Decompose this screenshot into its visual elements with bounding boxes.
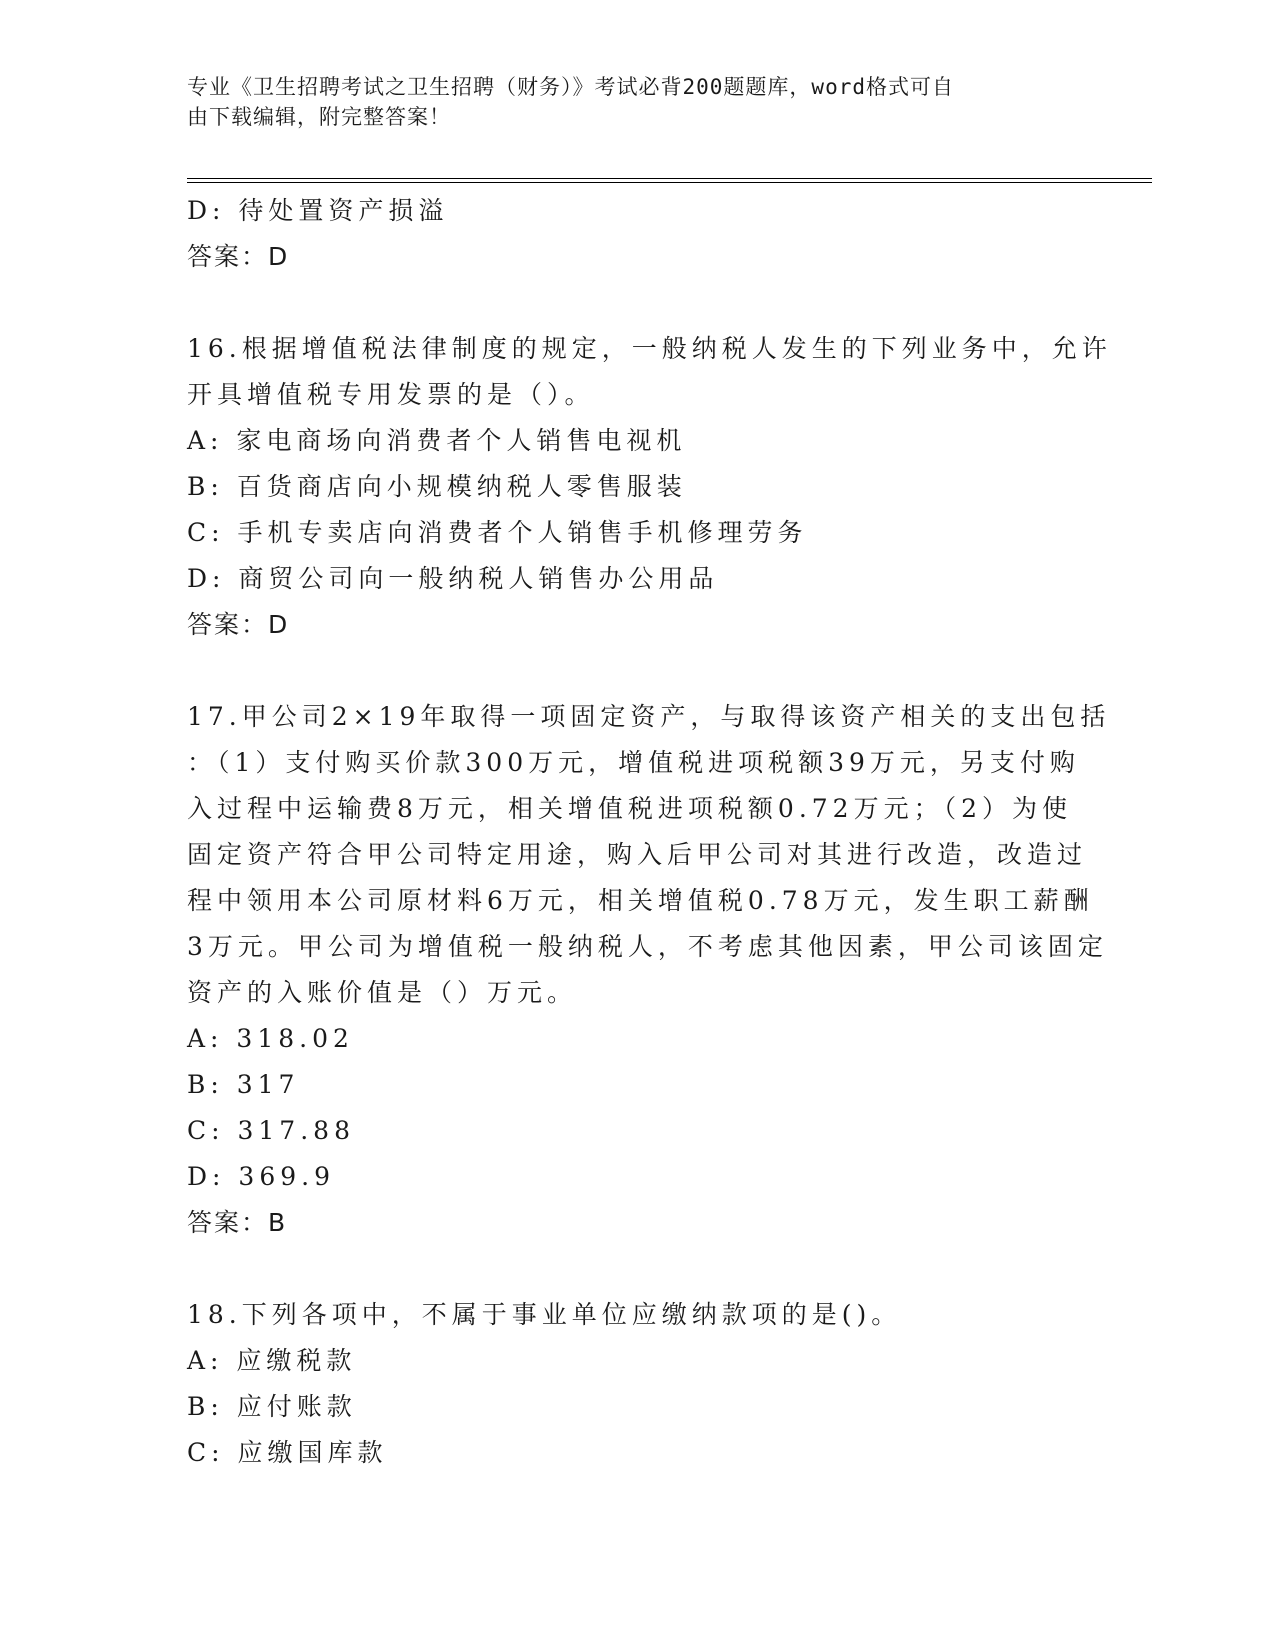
question-stem-line: 程中领用本公司原材料6万元，相关增值税0.78万元，发生职工薪酬 xyxy=(187,886,1094,915)
option-a: A: 家电商场向消费者个人销售电视机 xyxy=(187,426,687,455)
question-18 xyxy=(187,1292,1087,1476)
question-16 xyxy=(187,326,1112,648)
option-a: A: 应缴税款 xyxy=(187,1346,357,1375)
question-stem-line: 入过程中运输费8万元，相关增值税进项税额0.72万元；（2）为使 xyxy=(187,794,1072,823)
option-c: C: 应缴国库款 xyxy=(187,1438,388,1467)
question-17 xyxy=(187,694,1111,1246)
question-stem-line: 资产的入账价值是（）万元。 xyxy=(187,978,578,1007)
question-list xyxy=(187,188,1112,1476)
document-header xyxy=(187,72,1087,132)
option-b: B: 百货商店向小规模纳税人零售服装 xyxy=(187,472,687,501)
answer: 答案：B xyxy=(187,1208,288,1237)
previous-question-tail xyxy=(187,188,1087,280)
spacer xyxy=(187,1246,1087,1292)
answer: 答案：D xyxy=(187,610,290,639)
option-c: C: 317.88 xyxy=(187,1116,355,1145)
question-stem-line: 18.下列各项中，不属于事业单位应缴纳款项的是()。 xyxy=(187,1300,902,1329)
header-divider xyxy=(187,178,1152,183)
question-stem-line: 3万元。甲公司为增值税一般纳税人，不考虑其他因素，甲公司该固定 xyxy=(187,932,1108,961)
question-stem-line: 16.根据增值税法律制度的规定，一般纳税人发生的下列业务中，允许 xyxy=(187,334,1112,363)
question-stem-line: 17.甲公司2×19年取得一项固定资产，与取得该资产相关的支出包括 xyxy=(187,702,1111,731)
option-b: B: 317 xyxy=(187,1070,300,1099)
header-line-1: 专业《卫生招聘考试之卫生招聘（财务）》考试必背200题题库，word格式可自 xyxy=(187,75,954,99)
option-d: D: 待处置资产损溢 xyxy=(187,196,449,225)
option-b: B: 应付账款 xyxy=(187,1392,357,1421)
option-d: D: 商贸公司向一般纳税人销售办公用品 xyxy=(187,564,719,593)
spacer xyxy=(187,648,1087,694)
header-line-2: 由下载编辑，附完整答案！ xyxy=(187,105,451,129)
question-stem-line: ：（1）支付购买价款300万元，增值税进项税额39万元，另支付购 xyxy=(187,748,1080,777)
question-stem-line: 固定资产符合甲公司特定用途，购入后甲公司对其进行改造，改造过 xyxy=(187,840,1088,869)
answer: 答案：D xyxy=(187,242,290,271)
option-d: D: 369.9 xyxy=(187,1162,335,1191)
question-stem-line: 开具增值税专用发票的是（）。 xyxy=(187,380,595,409)
option-c: C: 手机专卖店向消费者个人销售手机修理劳务 xyxy=(187,518,808,547)
spacer xyxy=(187,280,1087,326)
option-a: A: 318.02 xyxy=(187,1024,354,1053)
